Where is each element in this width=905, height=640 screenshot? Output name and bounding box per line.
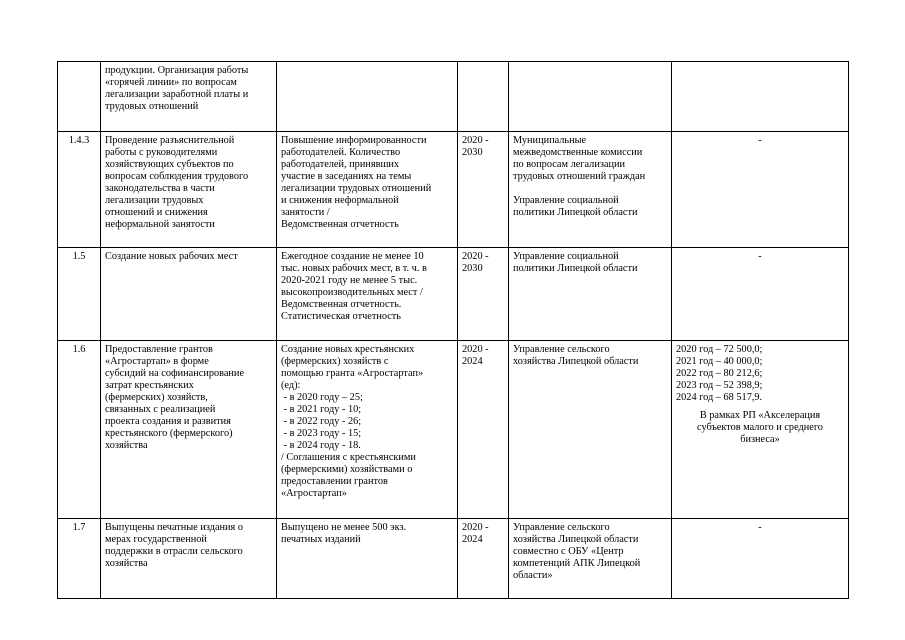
cell-line: вопросам соблюдения трудового bbox=[105, 171, 249, 182]
executor-cell bbox=[509, 248, 672, 341]
cell-line: 2024 bbox=[462, 356, 483, 367]
cell-line: поддержки в отрасли сельского bbox=[105, 546, 243, 557]
table-row bbox=[58, 248, 849, 341]
cell-line: законодательства в части bbox=[105, 183, 215, 194]
cell-line: - в 2020 году – 25; bbox=[281, 392, 363, 403]
cell-line: 2024 bbox=[462, 534, 483, 545]
cell-line: работы с руководителями bbox=[105, 147, 218, 158]
cell-line: Предоставление грантов bbox=[105, 344, 213, 355]
cell-line: Выпущено не менее 500 экз. bbox=[281, 522, 407, 533]
cell-line: 2020 год – 72 500,0; bbox=[676, 344, 763, 355]
cell-line: предоставлении грантов bbox=[281, 476, 388, 487]
cell-line: 2020 - bbox=[462, 135, 489, 146]
cell-line: области» bbox=[513, 570, 553, 581]
cell-line: «горячей линии» по вопросам bbox=[105, 77, 237, 88]
cell-line bbox=[513, 183, 667, 195]
cell-line: хозяйства Липецкой области bbox=[513, 534, 639, 545]
cell-line: (фермерских) хозяйств, bbox=[105, 392, 208, 403]
period-cell bbox=[458, 341, 509, 519]
cell-line: Проведение разъяснительной bbox=[105, 135, 235, 146]
finance-cell bbox=[672, 519, 849, 599]
cell-line: легализации трудовых bbox=[105, 195, 204, 206]
cell-line: по вопросам легализации bbox=[513, 159, 626, 170]
cell-line: 2024 год – 68 517,9. bbox=[676, 392, 763, 403]
cell-line: Управление социальной bbox=[513, 195, 619, 206]
cell-line: Управление сельского bbox=[513, 344, 610, 355]
executor-cell bbox=[509, 341, 672, 519]
cell-line: «Агростартап» в форме bbox=[105, 356, 209, 367]
cell-line: трудовых отношений граждан bbox=[513, 171, 646, 182]
cell-line: Ежегодное создание не менее 10 bbox=[281, 251, 424, 262]
cell-line: Муниципальные bbox=[513, 135, 587, 146]
cell-line: и снижения неформальной bbox=[281, 195, 399, 206]
item-number: 1.5 bbox=[58, 248, 101, 341]
period-cell bbox=[458, 62, 509, 132]
cell-line: Ведомственная отчетность. bbox=[281, 299, 402, 310]
item-number: 1.6 bbox=[58, 341, 101, 519]
cell-line: неформальной занятости bbox=[105, 219, 215, 230]
cell-line: участие в заседаниях на темы bbox=[281, 171, 412, 182]
cell-line: отношений и снижения bbox=[105, 207, 208, 218]
table-row bbox=[58, 519, 849, 599]
cell-line: легализации трудовых отношений bbox=[281, 183, 432, 194]
table-row bbox=[58, 132, 849, 248]
cell-line: - в 2024 году - 18. bbox=[281, 440, 361, 451]
cell-line: Управление социальной bbox=[513, 251, 619, 262]
executor-cell bbox=[509, 62, 672, 132]
cell-line: высокопроизводительных мест / bbox=[281, 287, 423, 298]
cell-line: межведомственные комиссии bbox=[513, 147, 643, 158]
event-cell bbox=[101, 519, 277, 599]
cell-line: Создание новых рабочих мест bbox=[105, 251, 238, 262]
cell-line: трудовых отношений bbox=[105, 101, 199, 112]
cell-line: 2020 - bbox=[462, 522, 489, 533]
cell-line: 2030 bbox=[462, 263, 483, 274]
cell-line: хозяйства bbox=[105, 558, 148, 569]
cell-line: 2023 год – 52 398,9; bbox=[676, 380, 763, 391]
cell-line: совместно с ОБУ «Центр bbox=[513, 546, 624, 557]
finance-cell bbox=[672, 341, 849, 519]
cell-line: хозяйствующих субъектов по bbox=[105, 159, 234, 170]
program-table bbox=[57, 61, 849, 599]
event-cell bbox=[101, 132, 277, 248]
cell-line: Повышение информированности bbox=[281, 135, 427, 146]
cell-line: работодателей, принявших bbox=[281, 159, 400, 170]
cell-line: 2020 - bbox=[462, 251, 489, 262]
cell-line: продукции. Организация работы bbox=[105, 65, 249, 76]
cell-line: тыс. новых рабочих мест, в т. ч. в bbox=[281, 263, 427, 274]
item-number: 1.4.3 bbox=[58, 132, 101, 248]
cell-line: хозяйства bbox=[105, 440, 148, 451]
event-cell bbox=[101, 248, 277, 341]
executor-cell bbox=[509, 132, 672, 248]
cell-line: (фермерскими) хозяйствами о bbox=[281, 464, 413, 475]
period-cell bbox=[458, 519, 509, 599]
cell-line: Создание новых крестьянских bbox=[281, 344, 415, 355]
event-cell bbox=[101, 62, 277, 132]
cell-line: (фермерских) хозяйств с bbox=[281, 356, 389, 367]
cell-line: Выпущены печатные издания о bbox=[105, 522, 244, 533]
cell-line: крестьянского (фермерского) bbox=[105, 428, 233, 439]
cell-line: мерах государственной bbox=[105, 534, 207, 545]
item-number: 1.7 bbox=[58, 519, 101, 599]
cell-line: 2030 bbox=[462, 147, 483, 158]
finance-cell bbox=[672, 132, 849, 248]
cell-line: Статистическая отчетность bbox=[281, 311, 401, 322]
cell-line: - bbox=[758, 135, 762, 146]
cell-line: связанных с реализацией bbox=[105, 404, 216, 415]
cell-line: «Агростартап» bbox=[281, 488, 347, 499]
indicator-cell bbox=[277, 341, 458, 519]
indicator-cell bbox=[277, 519, 458, 599]
period-cell bbox=[458, 248, 509, 341]
cell-line: - в 2022 году - 26; bbox=[281, 416, 362, 427]
cell-line: политики Липецкой области bbox=[513, 207, 638, 218]
cell-line: Ведомственная отчетность bbox=[281, 219, 399, 230]
finance-cell bbox=[672, 248, 849, 341]
cell-line: политики Липецкой области bbox=[513, 263, 638, 274]
cell-line: 2020 - bbox=[462, 344, 489, 355]
table-row bbox=[58, 62, 849, 132]
cell-line: работодателей. Количество bbox=[281, 147, 401, 158]
cell-line: компетенций АПК Липецкой bbox=[513, 558, 641, 569]
table-row bbox=[58, 341, 849, 519]
finance-note-line: В рамках РП «Акселерация bbox=[699, 410, 821, 421]
event-cell bbox=[101, 341, 277, 519]
executor-cell bbox=[509, 519, 672, 599]
period-cell bbox=[458, 132, 509, 248]
finance-note-line: субъектов малого и среднего bbox=[697, 422, 823, 433]
indicator-cell bbox=[277, 248, 458, 341]
cell-line: - bbox=[758, 522, 762, 533]
cell-line: - в 2023 году - 15; bbox=[281, 428, 362, 439]
cell-line: легализации заработной платы и bbox=[105, 89, 249, 100]
cell-line: печатных изданий bbox=[281, 534, 361, 545]
item-number bbox=[58, 62, 101, 132]
indicator-cell bbox=[277, 62, 458, 132]
finance-cell bbox=[672, 62, 849, 132]
cell-line: помощью гранта «Агростартап» bbox=[281, 368, 424, 379]
cell-line: / Соглашения с крестьянскими bbox=[281, 452, 416, 463]
indicator-cell bbox=[277, 132, 458, 248]
cell-line: проекта создания и развития bbox=[105, 416, 231, 427]
cell-line: хозяйства Липецкой области bbox=[513, 356, 639, 367]
cell-line: - в 2021 году - 10; bbox=[281, 404, 362, 415]
cell-line: (ед): bbox=[281, 380, 301, 391]
cell-line: затрат крестьянских bbox=[105, 380, 194, 391]
cell-line: 2021 год – 40 000,0; bbox=[676, 356, 763, 367]
cell-line: 2022 год – 80 212,6; bbox=[676, 368, 763, 379]
cell-line: субсидий на софинансирование bbox=[105, 368, 245, 379]
cell-line: Управление сельского bbox=[513, 522, 610, 533]
cell-line: - bbox=[758, 251, 762, 262]
cell-line: 2020-2021 году не менее 5 тыс. bbox=[281, 275, 418, 286]
cell-line: занятости / bbox=[281, 207, 330, 218]
finance-note-line: бизнеса» bbox=[740, 434, 780, 445]
